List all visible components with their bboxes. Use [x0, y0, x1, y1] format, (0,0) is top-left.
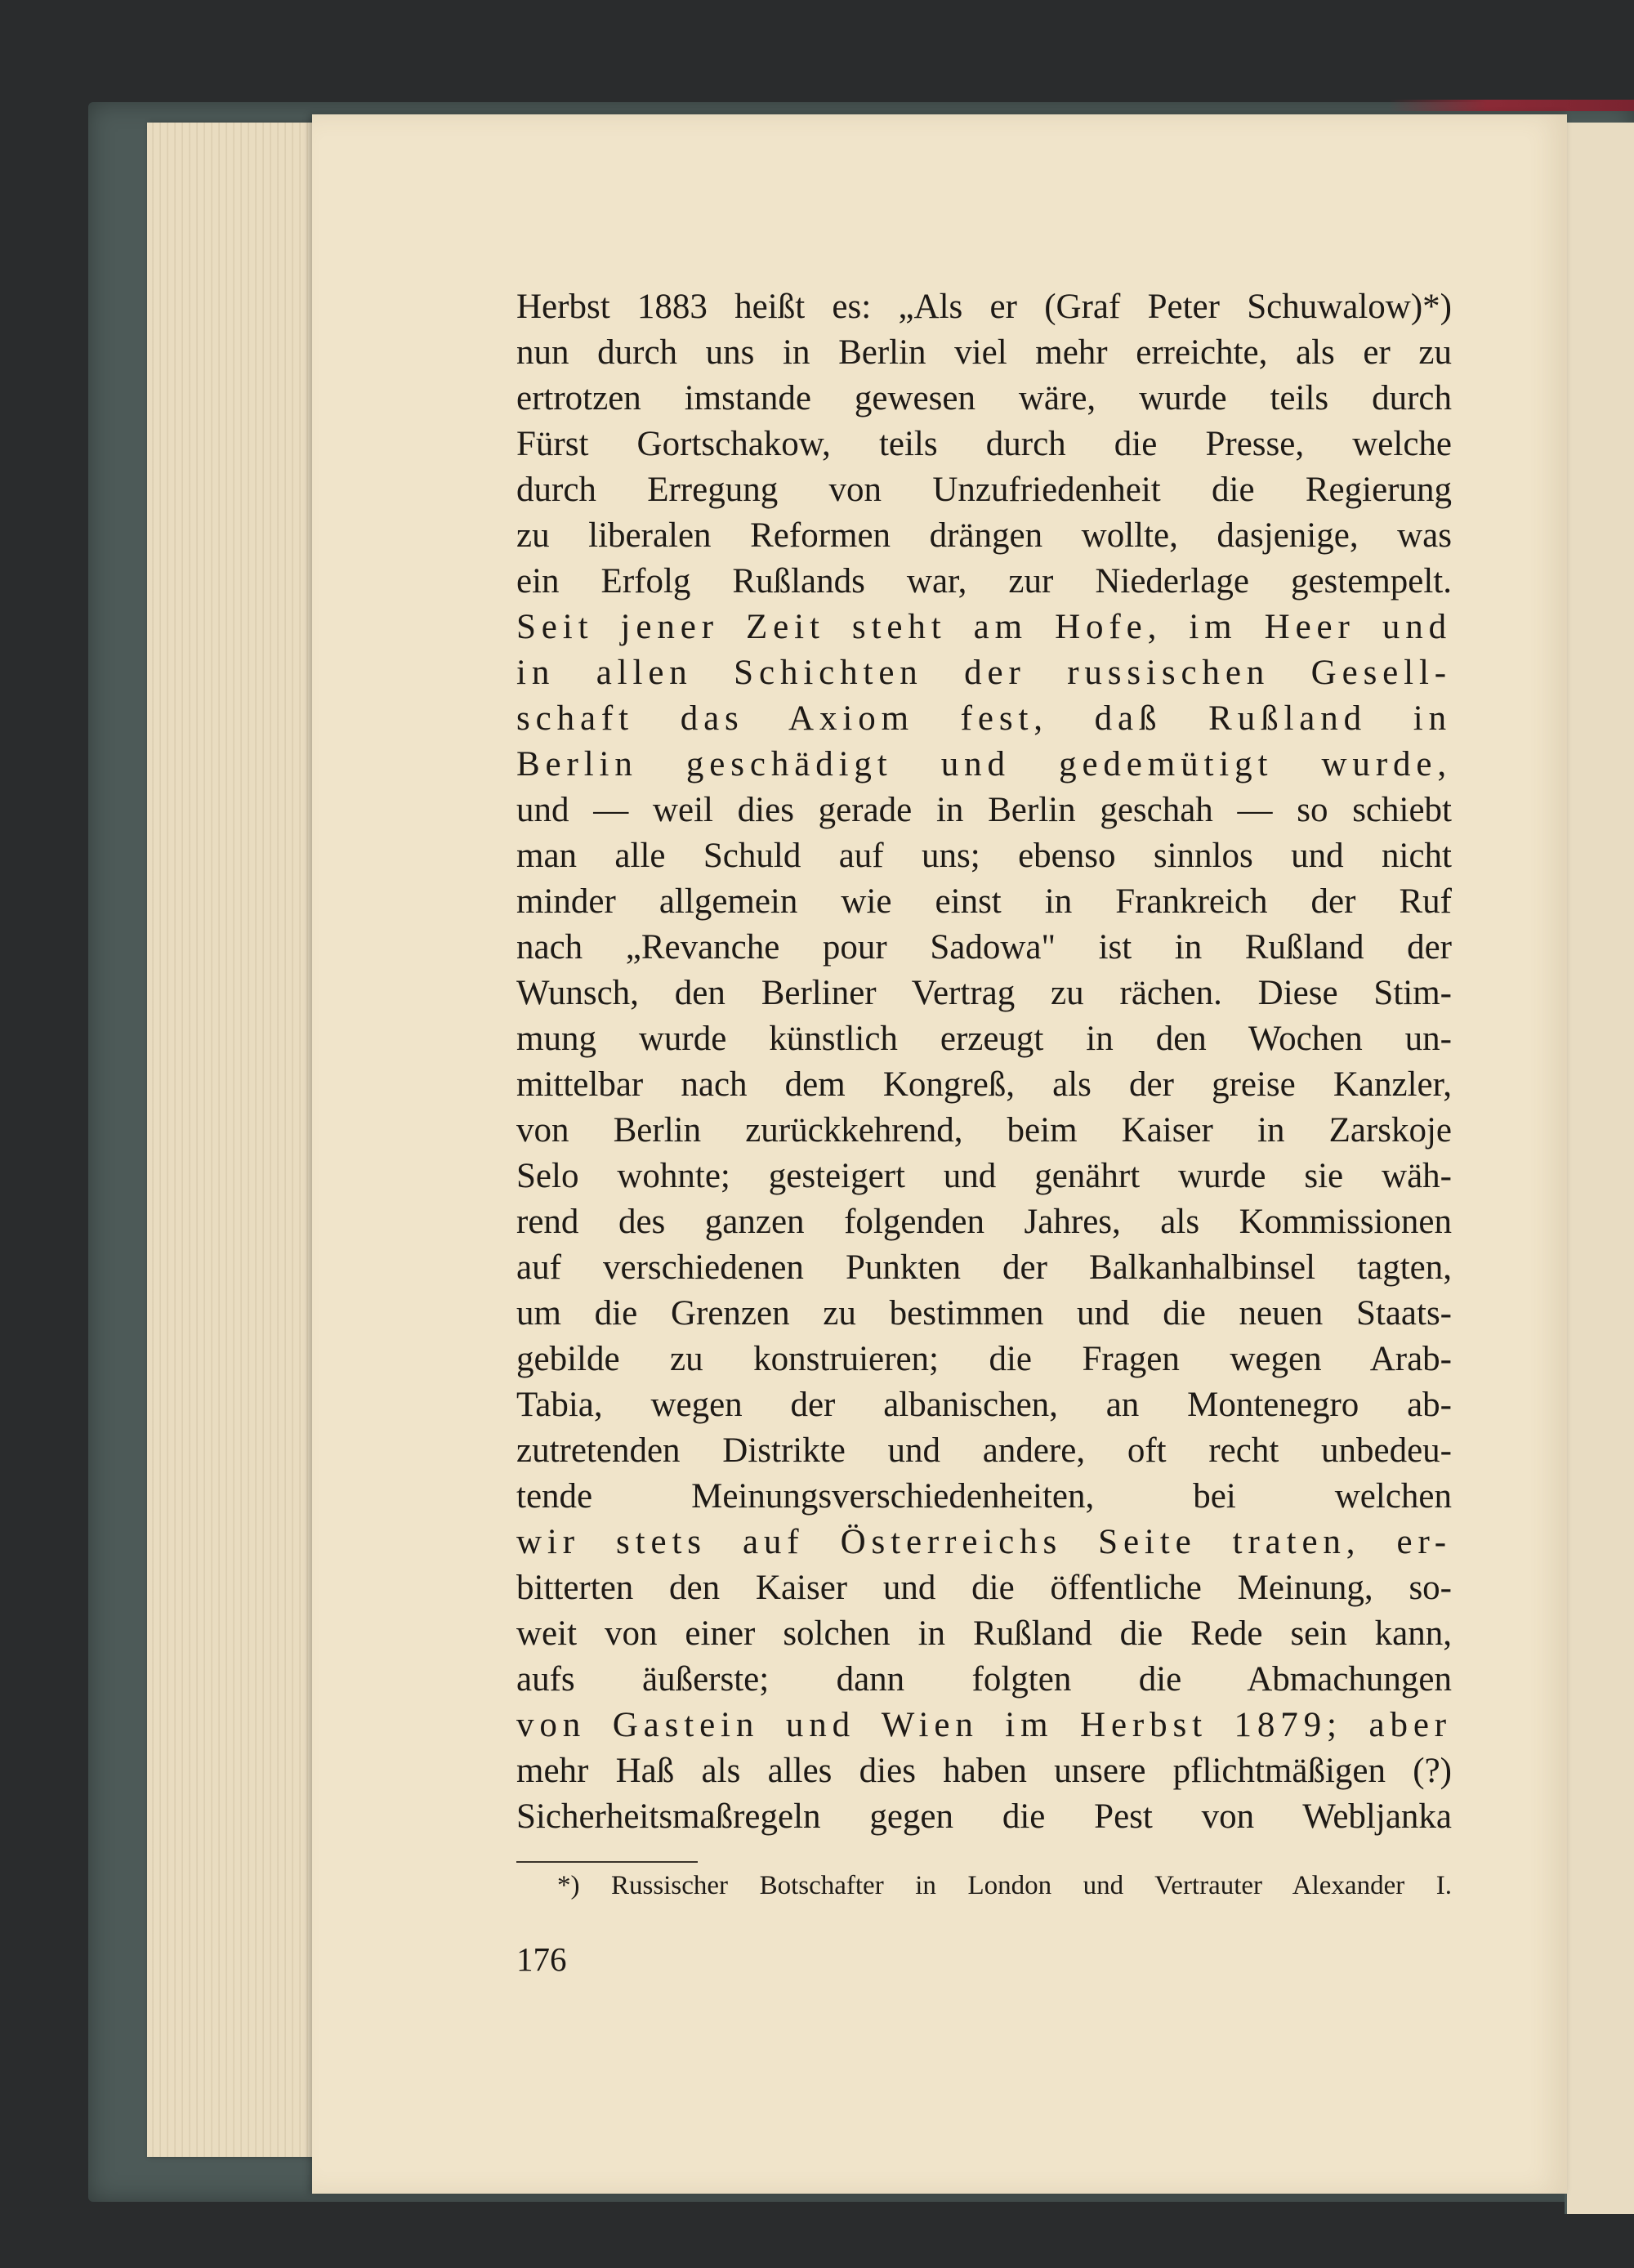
- text-line: auf verschiedenen Punkten der Balkanhalbinsel tagten,: [516, 1248, 1452, 1287]
- text-line: rend des ganzen folgenden Jahres, als Kommissionen: [516, 1203, 1452, 1241]
- text-line: von Gastein und Wien im Herbst 1879; aber: [516, 1706, 1452, 1744]
- text-line: mittelbar nach dem Kongreß, als der greise Kanzler,: [516, 1065, 1452, 1104]
- text-line: aufs äußerste; dann folgten die Abmachungen: [516, 1660, 1452, 1699]
- text-line: zu liberalen Reformen drängen wollte, dasjenige, was: [516, 516, 1452, 555]
- text-line: Seit jener Zeit steht am Hofe, im Heer und: [516, 608, 1452, 646]
- page-number: 176: [516, 1940, 567, 1978]
- text-line: mehr Haß als alles dies haben unsere pflichtmäßigen (?): [516, 1752, 1452, 1790]
- text-line: Sicherheitsmaßregeln gegen die Pest von Webljanka: [516, 1797, 1452, 1836]
- text-line: schaft das Axiom fest, daß Rußland in: [516, 699, 1452, 738]
- body-text: [516, 284, 1452, 1840]
- text-line: weit von einer solchen in Rußland die Rede sein kann,: [516, 1614, 1452, 1653]
- text-line: Tabia, wegen der albanischen, an Montenegro ab-: [516, 1386, 1452, 1424]
- page-stack: [147, 123, 327, 2157]
- text-line: nach „Revanche pour Sadowa" ist in Rußland der: [516, 928, 1452, 967]
- text-line: um die Grenzen zu bestimmen und die neuen Staats-: [516, 1294, 1452, 1333]
- text-line: Selo wohnte; gesteigert und genährt wurde sie wäh-: [516, 1157, 1452, 1195]
- text-line: in allen Schichten der russischen Gesell-: [516, 654, 1452, 692]
- text-line: ertrotzen imstande gewesen wäre, wurde teils durch: [516, 379, 1452, 417]
- spine-edge: [1389, 100, 1634, 111]
- facing-page-edge: [1565, 123, 1634, 2214]
- text-line: mung wurde künstlich erzeugt in den Wochen un-: [516, 1020, 1452, 1058]
- text-line: zutretenden Distrikte und andere, oft recht unbedeu-: [516, 1431, 1452, 1470]
- text-line: von Berlin zurückkehrend, beim Kaiser in Zarskoje: [516, 1111, 1452, 1150]
- text-line: nun durch uns in Berlin viel mehr erreichte, als er zu: [516, 333, 1452, 372]
- text-line: Berlin geschädigt und gedemütigt wurde,: [516, 745, 1452, 784]
- text-line: Herbst 1883 heißt es: „Als er (Graf Peter Schuwalow)*): [516, 288, 1452, 326]
- book-page: [312, 114, 1567, 2194]
- text-line: minder allgemein wie einst in Frankreich der Ruf: [516, 882, 1452, 921]
- footnote: *) Russischer Botschafter in London und Vertrauter Alexander I.: [557, 1871, 1452, 1900]
- text-line: man alle Schuld auf uns; ebenso sinnlos und nicht: [516, 837, 1452, 875]
- text-line: tende Meinungsverschiedenheiten, bei welchen: [516, 1477, 1452, 1516]
- footnote-rule: [516, 1861, 698, 1863]
- text-line: Fürst Gortschakow, teils durch die Presse, welche: [516, 425, 1452, 463]
- text-line: und — weil dies gerade in Berlin geschah — so schiebt: [516, 791, 1452, 829]
- text-line: ein Erfolg Rußlands war, zur Niederlage gestempelt.: [516, 562, 1452, 600]
- text-line: durch Erregung von Unzufriedenheit die Regierung: [516, 471, 1452, 509]
- text-line: bitterten den Kaiser und die öffentliche Meinung, so-: [516, 1569, 1452, 1607]
- text-line: Wunsch, den Berliner Vertrag zu rächen. Diese Stim-: [516, 974, 1452, 1012]
- text-line: wir stets auf Österreichs Seite traten, er-: [516, 1523, 1452, 1561]
- text-line: gebilde zu konstruieren; die Fragen wegen Arab-: [516, 1340, 1452, 1378]
